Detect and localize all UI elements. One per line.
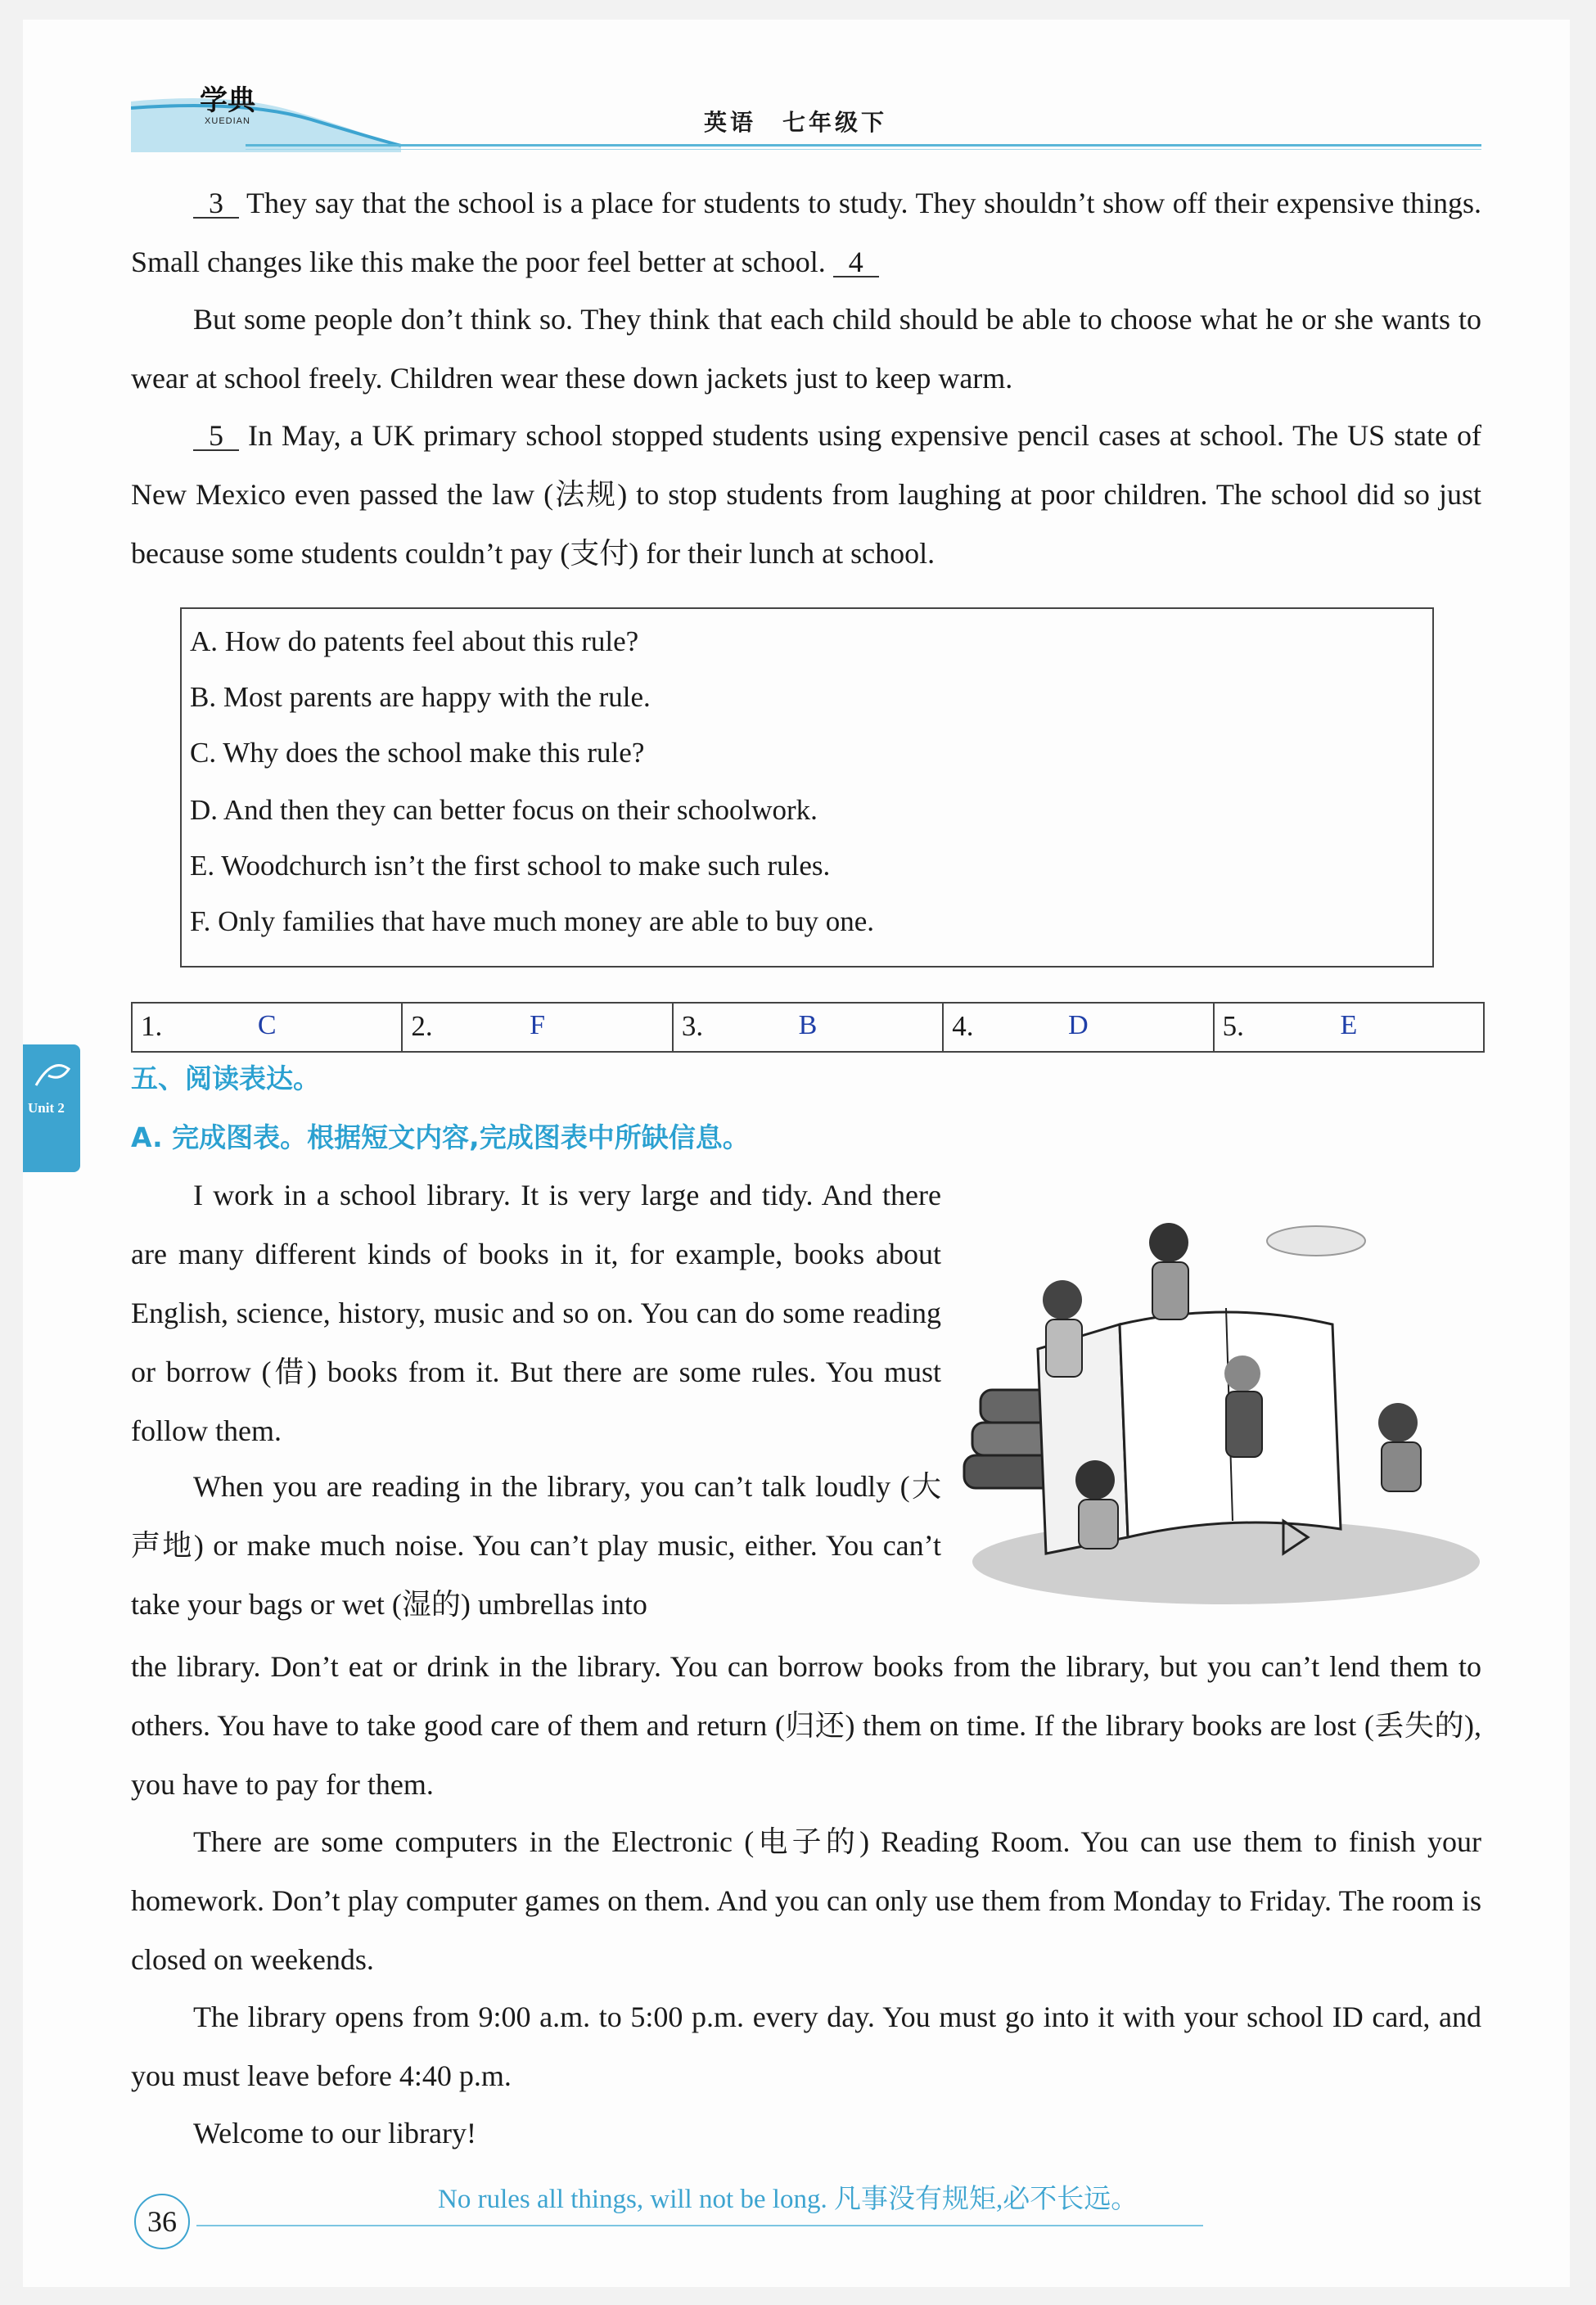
answer-number: 2. [411, 1010, 433, 1042]
answer-table [131, 1002, 1485, 1053]
unit-label: Unit 2 [28, 1100, 65, 1116]
passage2-paragraph-1 [131, 1166, 941, 1460]
option-e: E. Woodchurch isn’t the first school to make such rules. [190, 850, 831, 882]
option-f: F. Only families that have much money are able to buy one. [190, 905, 875, 937]
passage1-text-1: They say that the school is a place for students to study. They shouldn’t show off their expensive things. Small changes like this make the poor feel better at school. [131, 187, 1481, 278]
passage1-paragraph-1 [131, 174, 1481, 291]
answer-cell [403, 1004, 673, 1051]
page-header-title: 英语 七年级下 [704, 109, 888, 136]
option-b: B. Most parents are happy with the rule. [190, 681, 651, 713]
library-kids-illustration [956, 1210, 1480, 1608]
section-subtitle: A. 完成图表。根据短文内容,完成图表中所缺信息。 [131, 1121, 750, 1153]
answer-value[interactable]: B [798, 1010, 818, 1040]
answer-value[interactable]: D [1068, 1010, 1089, 1040]
section-title: 五、阅读表达。 [131, 1062, 320, 1094]
answer-number: 4. [952, 1010, 974, 1042]
passage1-paragraph-2 [131, 290, 1481, 408]
blank-5[interactable]: 5 [193, 422, 239, 451]
blank-4[interactable]: 4 [833, 248, 879, 277]
passage2-text-1: I work in a school library. It is very large and tidy. And there are many different kinds of books in it, for example, books about English, science, history, music and so on. You can do some reading or borrow (借) books from it. But there are some rules. You must follow them. [131, 1179, 941, 1447]
answer-cell [133, 1004, 403, 1051]
answer-number: 5. [1222, 1010, 1244, 1042]
swirl-icon [28, 1053, 77, 1094]
header-divider-thin [246, 149, 1481, 150]
options-box [180, 607, 1434, 968]
passage1-text-3: In May, a UK primary school stopped students using expensive pencil cases at school. The US state of New Mexico even passed the law (法规) to stop students from laughing at poor children. The school did so just because some students couldn’t pay (支付) for their lunch at school. [131, 419, 1482, 570]
passage1-text-2: But some people don’t think so. They think that each child should be able to choose what he or she wants to wear at school freely. Children wear these down jackets just to keep warm. [131, 303, 1481, 395]
option-d: D. And then they can better focus on their schoolwork. [190, 794, 818, 826]
passage2-text-2a: When you are reading in the library, you can’t talk loudly (大声地) or make much noise. You can’t play music, either. You can’t take your bags or wet (湿的) umbrellas into [131, 1470, 941, 1621]
passage2-paragraph-5 [131, 2104, 1481, 2163]
header-divider [246, 144, 1481, 147]
passage2-text-5: Welcome to our library! [193, 2117, 476, 2149]
answer-number: 3. [681, 1010, 704, 1042]
passage2-paragraph-2a [131, 1457, 941, 1634]
answer-value[interactable]: C [257, 1010, 277, 1040]
page-number: 36 [134, 2194, 190, 2249]
passage2-text-4: The library opens from 9:00 a.m. to 5:00 p.m. every day. You must go into it with your school ID card, and you must leave before 4:40 p.m. [131, 2001, 1481, 2092]
blank-3[interactable]: 3 [193, 189, 239, 219]
logo-text: 学典 [200, 84, 255, 117]
answer-value[interactable]: F [530, 1010, 546, 1040]
passage2-text-3: There are some computers in the Electronic (电子的) Reading Room. You can use them to finish your homework. Don’t play computer games on them. And you can only use them from Monday to Friday. The room is closed on weekends. [131, 1825, 1481, 1976]
answer-cell [944, 1004, 1214, 1051]
passage2-paragraph-3 [131, 1812, 1481, 1989]
passage2-paragraph-2b [131, 1637, 1481, 1814]
answer-cell [674, 1004, 944, 1051]
passage2-paragraph-4 [131, 1987, 1481, 2105]
logo [187, 85, 268, 142]
option-c: C. Why does the school make this rule? [190, 737, 645, 769]
answer-cell [1215, 1004, 1483, 1051]
answer-number: 1. [141, 1010, 163, 1042]
logo-subtext: XUEDIAN [205, 116, 250, 126]
footer-divider [196, 2225, 1203, 2226]
passage2-text-2b: the library. Don’t eat or drink in the library. You can borrow books from the library, but you can’t lend them to others. You have to take good care of them and return (归还) them on time. If the library books are lost (丢失的), you have to pay for them. [131, 1650, 1481, 1801]
passage1-paragraph-3 [131, 406, 1481, 583]
unit-side-tab [23, 1044, 80, 1172]
option-a: A. How do patents feel about this rule? [190, 625, 639, 657]
answer-value[interactable]: E [1340, 1010, 1358, 1040]
footer-motto: No rules all things, will not be long. 凡事没有规矩,必不长远。 [438, 2185, 1138, 2214]
